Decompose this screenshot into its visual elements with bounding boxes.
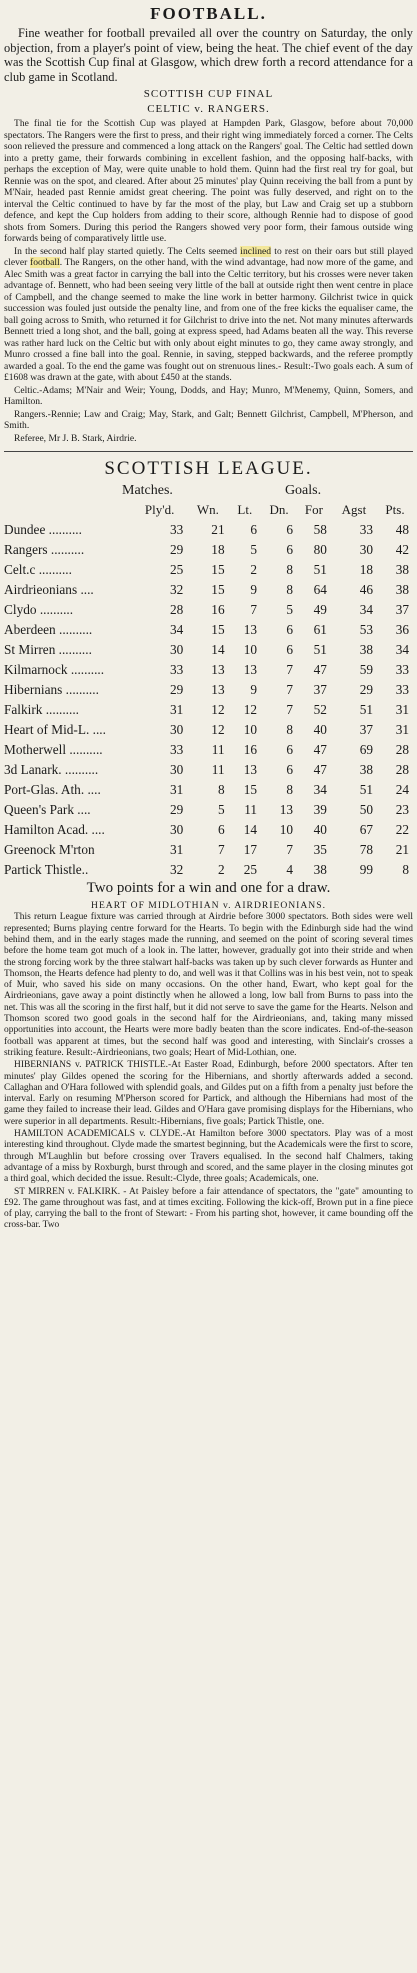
stat-cell: 30 <box>169 822 184 838</box>
stat-cell: 47 <box>313 662 327 678</box>
stat-cell: 8 <box>402 862 409 878</box>
stat-cell: 37 <box>359 722 373 738</box>
team-name-cell: Port-Glas. Ath. .... <box>4 782 101 798</box>
team-name-cell: Heart of Mid-L. .... <box>4 722 106 738</box>
team-name-cell: Kilmarnock .......... <box>4 662 105 678</box>
stat-cell: 5 <box>286 602 293 618</box>
points-note: Two points for a win and one for a draw. <box>86 880 331 897</box>
stat-cell: 6 <box>286 762 293 778</box>
stat-cell: 14 <box>243 822 258 838</box>
stat-cell: 59 <box>359 662 373 678</box>
table-row <box>4 700 413 720</box>
table-row <box>4 520 413 540</box>
stat-cell: 5 <box>250 542 258 558</box>
stat-cell: 49 <box>313 602 327 618</box>
stat-cell: 18 <box>359 562 373 578</box>
stat-cell: 13 <box>243 762 258 778</box>
team-name-cell: Queen's Park .... <box>4 802 91 818</box>
column-header: Wn. <box>196 502 219 518</box>
stat-cell: 46 <box>359 582 373 598</box>
stat-cell: 11 <box>211 742 225 758</box>
highlighted-word: inclined <box>240 245 272 257</box>
column-header: Agst <box>341 502 367 518</box>
section-title: FOOTBALL. <box>150 4 267 23</box>
team-name-cell: Hamilton Acad. .... <box>4 822 105 838</box>
stat-cell: 10 <box>279 822 293 838</box>
stat-cell: 24 <box>395 782 409 798</box>
stat-cell: 36 <box>395 622 409 638</box>
stat-cell: 13 <box>279 802 293 818</box>
stat-cell: 10 <box>243 722 258 738</box>
table-row <box>4 540 413 560</box>
stat-cell: 16 <box>211 602 225 618</box>
stat-cell: 23 <box>395 802 409 818</box>
team-name-cell: Clydo .......... <box>4 602 74 618</box>
stat-cell: 50 <box>359 802 373 818</box>
stat-cell: 47 <box>313 742 327 758</box>
group-label-matches: Matches. <box>122 483 173 499</box>
stat-cell: 78 <box>359 842 373 858</box>
stat-cell: 34 <box>313 782 327 798</box>
stat-cell: 38 <box>359 762 373 778</box>
stat-cell: 51 <box>359 702 373 718</box>
team-name-cell: Falkirk .......... <box>4 702 79 718</box>
stat-cell: 8 <box>286 582 293 598</box>
text-run: In the second half play started quietly. The Celts seemed <box>14 245 241 257</box>
stat-cell: 28 <box>395 762 409 778</box>
team-name-cell: Rangers .......... <box>4 542 85 558</box>
stat-cell: 13 <box>211 682 225 698</box>
team-name-cell: 3d Lanark. .......... <box>4 762 99 778</box>
stat-cell: 6 <box>286 522 293 538</box>
team-name-cell: Partick Thistle.. <box>4 862 89 878</box>
table-row <box>4 640 413 660</box>
stat-cell: 8 <box>286 782 293 798</box>
stat-cell: 42 <box>395 542 409 558</box>
stat-cell: 12 <box>243 702 258 718</box>
stat-cell: 29 <box>169 802 184 818</box>
column-header <box>4 500 132 520</box>
stat-cell: 6 <box>286 642 293 658</box>
stat-cell: 39 <box>313 802 327 818</box>
table-row <box>4 860 413 880</box>
column-header: Pts. <box>385 502 405 518</box>
stat-cell: 53 <box>359 622 373 638</box>
stat-cell: 37 <box>313 682 327 698</box>
stat-cell: 38 <box>395 582 409 598</box>
league-heading: SCOTTISH LEAGUE. <box>104 458 313 480</box>
divider <box>4 451 413 452</box>
column-header: Ply'd. <box>144 502 175 518</box>
hamilton-report: HAMILTON ACADEMICALS v. CLYDE.-At Hamilton before 3000 spectators. Play was of a most interesting kind throughout. Clyde made the smartest beginning, but the Academicals were the first to score, through M'Laughlin but before crossing over Travers equalised. In the second half Chalmers, taking advantage of a miss by Roxburgh, burst through and scored, and the same player in the closing minutes got a third goal, which decided the issue. Result:-Clyde, three goals; Academicals, one. <box>4 1129 413 1185</box>
stat-cell: 14 <box>211 642 225 658</box>
table-row <box>4 620 413 640</box>
stat-cell: 15 <box>211 562 225 578</box>
stat-cell: 15 <box>211 622 225 638</box>
stat-cell: 69 <box>359 742 373 758</box>
stat-cell: 34 <box>395 642 409 658</box>
stat-cell: 33 <box>169 522 184 538</box>
league-table <box>4 500 413 880</box>
team-name-cell: Celt.c .......... <box>4 562 72 578</box>
stat-cell: 7 <box>250 602 258 618</box>
text-run: . The Rangers, on the other hand, with the wind advantage, had now more of the game, and Alec Smith was a great factor in carrying the ball into the Celtic territory, but his crosses were never taken advantage of. Bennett, who had been seeing very little of the ball at outside right then went centre in place of Campbell, and the change seemed to make the line work in better harmony. Gilchrist twice in quick succession was fouled just outside the penalty line, and from one of the free kicks the equaliser came, the ball going across to Smith, who returned it for Gilchrist to drive into the net. Not many minutes afterwards Bennett tried a long shot, and the ball, going at express speed, had Adams beaten all the way. This reverse was rather hard luck on the Celtic but with only about eight minutes to go, they came away strongly, and Munro crossed a fine ball into the goal. Rennie, in saving, stepped backwards, and the referee promptly awarded a goal. To the end the game was fought out on strenuous lines.- Result:-Two goals each. A sum of £1608 was drawn at the gate, with about £450 at the stands. <box>4 257 413 384</box>
stat-cell: 30 <box>169 642 184 658</box>
st-mirren-report: ST MIRREN v. FALKIRK. - At Paisley before a fair attendance of spectators, the "gate" amounting to £92. The game throughout was fast, and at times exciting. Following the kick-off, Brown put in a fine piece of play, carrying the ball to the front of Stewart: - From his parting shot, however, it came bounding off the cross-bar. Two <box>4 1186 413 1231</box>
stat-cell: 35 <box>313 842 327 858</box>
stat-cell: 11 <box>244 802 258 818</box>
cup-match-title: CELTIC v. RANGERS. <box>147 103 270 116</box>
stat-cell: 22 <box>395 822 409 838</box>
stat-cell: 12 <box>211 722 225 738</box>
table-row <box>4 760 413 780</box>
stat-cell: 58 <box>313 522 327 538</box>
stat-cell: 11 <box>211 762 225 778</box>
stat-cell: 80 <box>313 542 327 558</box>
stat-cell: 30 <box>169 762 184 778</box>
stat-cell: 31 <box>169 782 184 798</box>
stat-cell: 21 <box>211 522 225 538</box>
team-name-cell: Hibernians .......... <box>4 682 99 698</box>
table-row <box>4 560 413 580</box>
cup-report-paragraph-1: The final tie for the Scottish Cup was played at Hampden Park, Glasgow, before about 70,000 spectators. The Rangers were the first to press, and their right wing immediately forced a corner. The Celts soon relieved the pressure and commenced a long attack on the Rangers' goal. The Celtic had settled down into a pretty game, their forwards combining in excellent fashion, and the opposing half-backs, with perhaps the exception of May, were quite unable to hold them. Quinn had the first real try for goal, but Rennie was on the spot, and cleared. After about 25 minutes' play Quinn receiving the ball from a punt by M'Nair, headed past Rennie amidst great cheering. The point was fully deserved, and right on to the interval the Celtic continued to have by far the most of the play, but Law and Craig set up a stubborn defence, and kept the Cup holders from adding to their score, although Rennie had to dispose of good shots from Somers. During this period the Rangers showed very poor form, their famous outside wing forwards being of comparatively little use. <box>4 118 413 245</box>
stat-cell: 28 <box>395 742 409 758</box>
stat-cell: 9 <box>250 682 258 698</box>
stat-cell: 32 <box>169 862 184 878</box>
stat-cell: 10 <box>243 642 258 658</box>
stat-cell: 37 <box>395 602 409 618</box>
stat-cell: 47 <box>313 762 327 778</box>
stat-cell: 6 <box>217 822 225 838</box>
stat-cell: 16 <box>243 742 258 758</box>
lead-paragraph: Fine weather for football prevailed all over the country on Saturday, the only objection, from a player's point of view, being the heat. The chief event of the day was the Scottish Cup final at Glasgow, which drew forth a record attendance for a club game in Scotland. <box>4 26 413 84</box>
stat-cell: 33 <box>359 522 373 538</box>
hibernians-report: HIBERNIANS v. PATRICK THISTLE.-At Easter Road, Edinburgh, before 2000 spectators. After ten minutes' play Gildes opened the scoring for the Hibernians, and shortly afterwards added a second. Callaghan and O'Hara followed with splendid goals, and Gildes put on a fifth from a penalty just before the interval. Early on resuming M'Pherson scored for Partick, and although the Hibernians had most of the game they failed to increase their lead. Gildes and O'Hara gave promising displays for the Hibernians, who were superior in all departments. Result:-Hibernians, five goals; Partick Thistle, one. <box>4 1060 413 1127</box>
team-name-cell: Dundee .......... <box>4 522 82 538</box>
stat-cell: 13 <box>211 662 225 678</box>
cup-report-paragraph-2 <box>4 246 413 384</box>
stat-cell: 34 <box>169 622 184 638</box>
referee-line: Referee, Mr J. B. Stark, Airdrie. <box>14 432 137 444</box>
stat-cell: 15 <box>243 782 258 798</box>
stat-cell: 61 <box>313 622 327 638</box>
stat-cell: 64 <box>313 582 327 598</box>
stat-cell: 2 <box>217 862 225 878</box>
stat-cell: 28 <box>169 602 184 618</box>
celtic-lineup: Celtic.-Adams; M'Nair and Weir; Young, Dodds, and Hay; Munro, M'Menemy, Quinn, Somers, and Hamilton. <box>4 384 413 408</box>
table-row <box>4 680 413 700</box>
stat-cell: 33 <box>169 662 184 678</box>
stat-cell: 33 <box>395 682 409 698</box>
stat-cell: 25 <box>243 862 258 878</box>
stat-cell: 38 <box>313 862 327 878</box>
stat-cell: 6 <box>286 622 293 638</box>
rangers-lineup: Rangers.-Rennie; Law and Craig; May, Stark, and Galt; Bennett Gilchrist, Campbell, M'Pherson, and Smith. <box>4 408 413 432</box>
stat-cell: 29 <box>169 682 184 698</box>
stat-cell: 32 <box>169 582 184 598</box>
stat-cell: 31 <box>395 702 409 718</box>
stat-cell: 17 <box>243 842 258 858</box>
league-table-body <box>4 520 413 880</box>
stat-cell: 7 <box>286 682 293 698</box>
stat-cell: 51 <box>313 562 327 578</box>
stat-cell: 99 <box>359 862 373 878</box>
table-row <box>4 800 413 820</box>
team-name-cell: St Mirren .......... <box>4 642 92 658</box>
stat-cell: 34 <box>359 602 373 618</box>
stat-cell: 6 <box>250 522 258 538</box>
column-header: Lt. <box>237 502 253 518</box>
stat-cell: 13 <box>243 622 258 638</box>
cup-heading: SCOTTISH CUP FINAL <box>143 88 274 101</box>
stat-cell: 13 <box>243 662 258 678</box>
team-name-cell: Airdrieonians .... <box>4 582 94 598</box>
table-row <box>4 720 413 740</box>
stat-cell: 67 <box>359 822 373 838</box>
stat-cell: 7 <box>286 662 293 678</box>
stat-cell: 31 <box>395 722 409 738</box>
stat-cell: 6 <box>286 542 293 558</box>
stat-cell: 29 <box>169 542 184 558</box>
stat-cell: 30 <box>169 722 184 738</box>
stat-cell: 6 <box>286 742 293 758</box>
stat-cell: 48 <box>395 522 409 538</box>
stat-cell: 29 <box>359 682 373 698</box>
stat-cell: 7 <box>217 842 225 858</box>
stat-cell: 31 <box>169 702 184 718</box>
stat-cell: 40 <box>313 722 327 738</box>
table-row <box>4 740 413 760</box>
team-name-cell: Aberdeen .......... <box>4 622 93 638</box>
stat-cell: 38 <box>359 642 373 658</box>
column-header: Dn. <box>269 502 289 518</box>
stat-cell: 8 <box>217 782 225 798</box>
stat-cell: 15 <box>211 582 225 598</box>
stat-cell: 4 <box>286 862 293 878</box>
stat-cell: 12 <box>211 702 225 718</box>
stat-cell: 33 <box>169 742 184 758</box>
highlighted-word: football <box>30 257 60 269</box>
stat-cell: 7 <box>286 702 293 718</box>
stat-cell: 51 <box>313 642 327 658</box>
stat-cell: 7 <box>286 842 293 858</box>
stat-cell: 5 <box>217 802 225 818</box>
stat-cell: 30 <box>359 542 373 558</box>
stat-cell: 40 <box>313 822 327 838</box>
group-label-goals: Goals. <box>284 483 322 499</box>
text-run: to rest on their oars but still played clever <box>4 245 413 269</box>
stat-cell: 25 <box>169 562 184 578</box>
table-row <box>4 600 413 620</box>
table-row <box>4 780 413 800</box>
hearts-heading: HEART OF MIDLOTHIAN v. AIRDRIEONIANS. <box>91 900 326 912</box>
stat-cell: 21 <box>395 842 409 858</box>
team-name-cell: Greenock M'rton <box>4 842 95 858</box>
stat-cell: 38 <box>395 562 409 578</box>
hearts-report: This return League fixture was carried through at Airdrie before 3000 spectators. Both sides were well represented; Burns playing centre forward for the Hearts. To begin with the Edinburgh side had the wind behind them, and in the early stages made the running, and seemed on the point of scoring several times before the home team got much of a look in. The latter, however, gradually got into their stride and when the strong forcing work by the three stalwart half-backs was taken up by such clever forwards as Hunter and Thomson, the Hearts defence had plenty to do, and well was it that Collins was in his best vein, not to speak of Muir, who saved his side on many occasions. On the other hand, Ewart, who kept goal for the Airdrieonians, gave away a point distinctly when he allowed a long, low ball from Burns to pass into the net. This was all the scoring in the first half, but it did not serve to save the game for the Hearts. Nelson and Thomson scored two good goals in the second half for the Airdrieonians, and, taking many missed opportunities into account, the Hearts were more badly beaten than the score indicates. End-of-the-season football was apparent at times, but the second half was good and interesting, with Sinclair's crosses a striking feature. Result:-Airdrieonians, two goals; Heart of Mid-Lothian, one. <box>4 912 413 1058</box>
table-row <box>4 820 413 840</box>
team-name-cell: Motherwell .......... <box>4 742 103 758</box>
table-row <box>4 840 413 860</box>
stat-cell: 52 <box>313 702 327 718</box>
table-row <box>4 580 413 600</box>
column-header: For <box>304 502 323 518</box>
table-row <box>4 660 413 680</box>
stat-cell: 18 <box>211 542 225 558</box>
stat-cell: 9 <box>250 582 258 598</box>
stat-cell: 8 <box>286 562 293 578</box>
stat-cell: 33 <box>395 662 409 678</box>
stat-cell: 31 <box>169 842 184 858</box>
stat-cell: 51 <box>359 782 373 798</box>
league-table-header-row <box>4 500 413 520</box>
league-column-groups <box>4 482 413 500</box>
stat-cell: 8 <box>286 722 293 738</box>
stat-cell: 2 <box>250 562 258 578</box>
